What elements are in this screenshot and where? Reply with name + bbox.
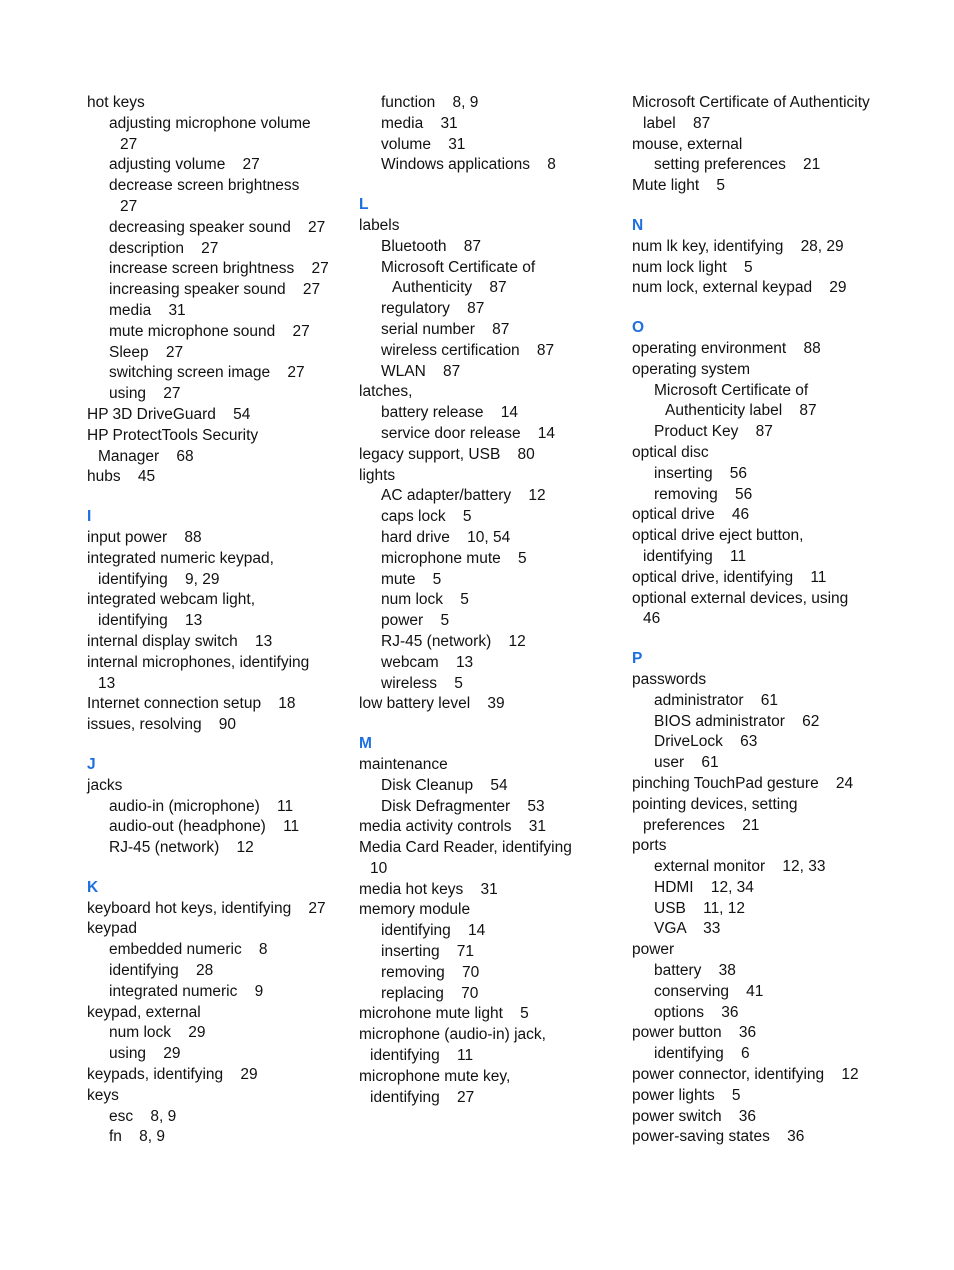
index-entry: maintenance bbox=[359, 755, 448, 773]
index-entry: 46 bbox=[643, 610, 661, 628]
index-entry: memory module bbox=[359, 901, 471, 919]
index-entry: audio-in (microphone) 11 bbox=[109, 797, 294, 815]
index-entry: hard drive 10, 54 bbox=[381, 528, 511, 546]
index-entry: num lock light 5 bbox=[632, 258, 753, 276]
index-entry: battery 38 bbox=[654, 962, 736, 980]
index-entry: lights bbox=[359, 466, 396, 484]
index-entry: esc 8, 9 bbox=[109, 1107, 177, 1125]
index-entry: identifying 11 bbox=[370, 1047, 474, 1065]
index-entry: microphone (audio-in) jack, bbox=[359, 1026, 546, 1044]
section-letter: J bbox=[87, 755, 96, 773]
index-entry: battery release 14 bbox=[381, 404, 518, 422]
index-entry: optical drive eject button, bbox=[632, 527, 804, 545]
section-letter: N bbox=[632, 216, 644, 234]
index-entry: AC adapter/battery 12 bbox=[381, 487, 546, 505]
index-entry: switching screen image 27 bbox=[109, 364, 305, 382]
index-entry: labels bbox=[359, 216, 400, 234]
index-entry: latches, bbox=[359, 383, 413, 401]
index-entry: keypad, external bbox=[87, 1003, 201, 1021]
section-letter: L bbox=[359, 196, 369, 214]
index-entry: internal display switch 13 bbox=[87, 632, 273, 650]
index-entry: adjusting microphone volume bbox=[109, 114, 311, 132]
index-entry: replacing 70 bbox=[381, 984, 479, 1002]
index-entry: integrated webcam light, bbox=[87, 591, 256, 609]
index-entry: inserting 71 bbox=[381, 943, 475, 961]
index-entry: media hot keys 31 bbox=[359, 880, 498, 898]
index-entry: operating environment 88 bbox=[632, 339, 821, 357]
index-entry: optional external devices, using bbox=[632, 589, 849, 607]
index-column-3 bbox=[632, 93, 892, 1148]
index-entry: Internet connection setup 18 bbox=[87, 695, 296, 713]
index-entry: Windows applications 8 bbox=[381, 156, 556, 174]
index-entry: Mute light 5 bbox=[632, 177, 726, 195]
index-entry: administrator 61 bbox=[654, 691, 779, 709]
index-entry: microhone mute light 5 bbox=[359, 1005, 529, 1023]
index-entry: function 8, 9 bbox=[381, 94, 479, 111]
index-entry: Bluetooth 87 bbox=[381, 237, 481, 255]
index-entry: legacy support, USB 80 bbox=[359, 445, 535, 463]
index-entry: 10 bbox=[370, 859, 388, 877]
index-entry: HP 3D DriveGuard 54 bbox=[87, 405, 251, 423]
index-entry: num lk key, identifying 28, 29 bbox=[632, 237, 844, 255]
index-entry: increasing speaker sound 27 bbox=[109, 281, 321, 299]
index-entry: hubs 45 bbox=[87, 468, 156, 486]
index-entry: USB 11, 12 bbox=[654, 899, 746, 917]
index-entry: power switch 36 bbox=[632, 1107, 757, 1125]
index-entry: identifying 14 bbox=[381, 922, 486, 940]
section-letter: I bbox=[87, 508, 92, 526]
index-entry: keypad bbox=[87, 920, 137, 938]
index-entry: options 36 bbox=[654, 1003, 739, 1021]
index-entry: identifying 9, 29 bbox=[98, 570, 220, 588]
index-entry: Sleep 27 bbox=[109, 343, 184, 361]
index-entry: ports bbox=[632, 837, 667, 855]
index-entry: pointing devices, setting bbox=[632, 795, 798, 813]
index-entry: identifying 11 bbox=[643, 547, 747, 565]
index-entry: Media Card Reader, identifying bbox=[359, 839, 572, 857]
index-entry: identifying 27 bbox=[370, 1088, 475, 1106]
index-entry: microphone mute key, bbox=[359, 1067, 511, 1085]
index-entry: HP ProtectTools Security bbox=[87, 426, 259, 444]
index-entry: Disk Defragmenter 53 bbox=[381, 797, 545, 815]
index-entry: integrated numeric 9 bbox=[109, 982, 264, 1000]
index-entry: num lock 29 bbox=[109, 1024, 206, 1042]
index-entry: description 27 bbox=[109, 239, 219, 257]
index-entry: operating system bbox=[632, 360, 751, 378]
index-entry: using 27 bbox=[109, 385, 181, 403]
index-entry: jacks bbox=[87, 776, 123, 794]
index-entry: mute 5 bbox=[381, 570, 442, 588]
index-entry: pinching TouchPad gesture 24 bbox=[632, 774, 854, 792]
index-entry: conserving 41 bbox=[654, 982, 764, 1000]
index-entry: Microsoft Certificate of bbox=[381, 258, 536, 276]
index-entry: user 61 bbox=[654, 754, 719, 772]
index-entry: VGA 33 bbox=[654, 920, 721, 938]
index-entry: increase screen brightness 27 bbox=[109, 260, 329, 278]
index-entry: fn 8, 9 bbox=[109, 1128, 166, 1146]
section-letter: M bbox=[359, 735, 372, 753]
index-entry: removing 70 bbox=[381, 963, 480, 981]
index-entry: media 31 bbox=[381, 114, 458, 132]
index-entry: microphone mute 5 bbox=[381, 549, 527, 567]
index-entry: label 87 bbox=[643, 114, 711, 132]
section-letter: P bbox=[632, 650, 643, 668]
index-entry: input power 88 bbox=[87, 528, 202, 546]
index-entry: RJ-45 (network) 12 bbox=[381, 632, 526, 650]
index-entry: removing 56 bbox=[654, 485, 753, 503]
index-entry: audio-out (headphone) 11 bbox=[109, 818, 300, 836]
index-entry: adjusting volume 27 bbox=[109, 156, 260, 174]
index-entry: caps lock 5 bbox=[381, 508, 472, 526]
index-entry: optical disc bbox=[632, 443, 709, 461]
index-entry: hot keys bbox=[87, 94, 145, 111]
index-entry: embedded numeric 8 bbox=[109, 941, 268, 959]
index-entry: power button 36 bbox=[632, 1024, 757, 1042]
index-entry: wireless 5 bbox=[381, 674, 463, 692]
index-entry: identifying 6 bbox=[654, 1045, 750, 1063]
index-entry: preferences 21 bbox=[643, 816, 760, 834]
index-entry: BIOS administrator 62 bbox=[654, 712, 820, 730]
index-entry: service door release 14 bbox=[381, 424, 556, 442]
index-entry: inserting 56 bbox=[654, 464, 748, 482]
index-entry: wireless certification 87 bbox=[381, 341, 555, 359]
index-entry: power-saving states 36 bbox=[632, 1128, 805, 1146]
index-entry: num lock, external keypad 29 bbox=[632, 279, 847, 297]
section-letter: O bbox=[632, 319, 645, 337]
index-entry: media activity controls 31 bbox=[359, 818, 546, 836]
index-entry: optical drive, identifying 11 bbox=[632, 568, 827, 586]
index-entry: keyboard hot keys, identifying 27 bbox=[87, 899, 326, 917]
index-entry: power 5 bbox=[381, 612, 450, 630]
index-entry: serial number 87 bbox=[381, 320, 510, 338]
index-entry: keypads, identifying 29 bbox=[87, 1066, 258, 1084]
index-entry: power bbox=[632, 941, 675, 959]
section-letter: K bbox=[87, 878, 99, 896]
index-entry: HDMI 12, 34 bbox=[654, 878, 754, 896]
index-entry: 27 bbox=[120, 135, 138, 153]
index-entry: 13 bbox=[98, 674, 116, 692]
index-entry: Disk Cleanup 54 bbox=[381, 776, 508, 794]
index-entry: 27 bbox=[120, 197, 138, 215]
index-entry: mute microphone sound 27 bbox=[109, 322, 310, 340]
index-entry: Authenticity 87 bbox=[392, 279, 507, 297]
index-entry: Authenticity label 87 bbox=[665, 402, 817, 420]
index-entry: power connector, identifying 12 bbox=[632, 1066, 859, 1084]
index-entry: media 31 bbox=[109, 301, 186, 319]
index-entry: integrated numeric keypad, bbox=[87, 549, 274, 567]
index-entry: RJ-45 (network) 12 bbox=[109, 839, 254, 857]
index-entry: identifying 28 bbox=[109, 962, 214, 980]
index-entry: volume 31 bbox=[381, 135, 466, 153]
index-entry: DriveLock 63 bbox=[654, 733, 758, 751]
index-entry: decrease screen brightness bbox=[109, 177, 300, 195]
index-entry: Product Key 87 bbox=[654, 423, 773, 441]
index-entry: mouse, external bbox=[632, 135, 743, 153]
index-entry: setting preferences 21 bbox=[654, 156, 821, 174]
index-entry: low battery level 39 bbox=[359, 695, 505, 713]
index-entry: issues, resolving 90 bbox=[87, 716, 237, 734]
index-entry: webcam 13 bbox=[381, 653, 474, 671]
index-entry: Manager 68 bbox=[98, 447, 194, 465]
index-entry: Microsoft Certificate of Authenticity bbox=[632, 94, 870, 111]
index-entry: Microsoft Certificate of bbox=[654, 381, 809, 399]
index-entry: passwords bbox=[632, 670, 707, 688]
index-entry: power lights 5 bbox=[632, 1086, 741, 1104]
index-entry: num lock 5 bbox=[381, 591, 469, 609]
index-column-1 bbox=[87, 93, 342, 1148]
index-column-2 bbox=[359, 93, 614, 1108]
index-entry: external monitor 12, 33 bbox=[654, 858, 826, 876]
index-entry: WLAN 87 bbox=[381, 362, 461, 380]
index-entry: using 29 bbox=[109, 1045, 181, 1063]
index-entry: keys bbox=[87, 1086, 119, 1104]
index-entry: optical drive 46 bbox=[632, 506, 750, 524]
index-entry: identifying 13 bbox=[98, 612, 203, 630]
index-entry: regulatory 87 bbox=[381, 300, 485, 318]
index-entry: internal microphones, identifying bbox=[87, 653, 310, 671]
index-entry: decreasing speaker sound 27 bbox=[109, 218, 326, 236]
